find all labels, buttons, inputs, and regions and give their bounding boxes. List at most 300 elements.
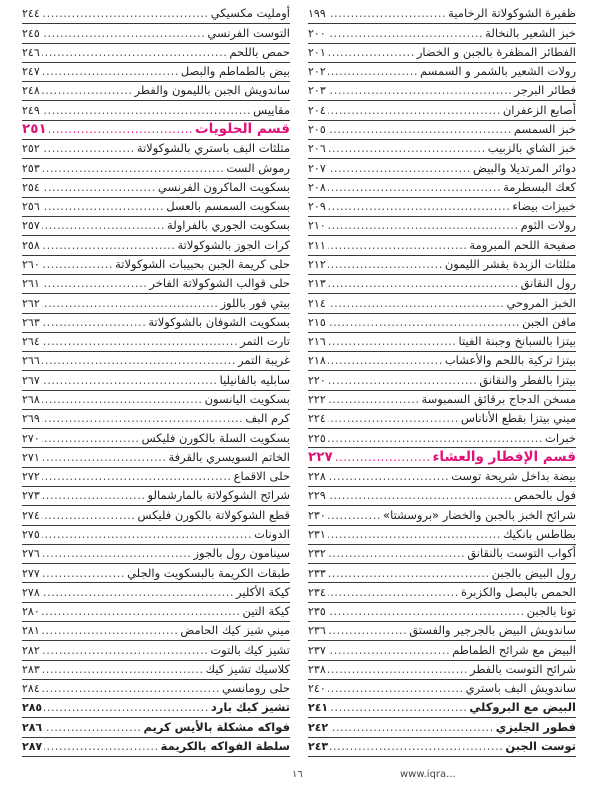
- toc-column-left: [22, 5, 290, 757]
- toc-entry[interactable]: [22, 256, 290, 275]
- entry-page-number: ٢٣٦: [308, 624, 326, 638]
- toc-entry[interactable]: [22, 333, 290, 352]
- entry-title: بيتزا بالفطر والنقانق: [479, 372, 576, 387]
- dot-leader: [49, 121, 193, 140]
- toc-entry[interactable]: [308, 256, 576, 275]
- entry-title: بيض بالطماطم والبصل: [180, 64, 290, 79]
- entry-page-number: ٢٠٤: [308, 103, 326, 117]
- dot-leader: [328, 198, 511, 217]
- dot-leader: [328, 583, 459, 602]
- dot-leader: [328, 44, 415, 63]
- toc-entry[interactable]: [308, 159, 576, 178]
- entry-page-number: ٢٤١: [308, 701, 329, 715]
- entry-title: بيضة بداخل شريحة توست: [451, 469, 576, 484]
- entry-title: مسخن الدجاج برقائق السمبوسة: [421, 391, 576, 406]
- entry-page-number: ٢١٥: [308, 315, 326, 329]
- entry-title: أكواب التوست بالنقانق: [467, 546, 576, 561]
- toc-entry[interactable]: [22, 314, 290, 333]
- entry-title: كلاسيك تشيز كيك: [205, 661, 290, 676]
- toc-entry[interactable]: [22, 5, 290, 24]
- dot-leader: [328, 256, 443, 275]
- toc-entry[interactable]: [22, 603, 290, 622]
- toc-entry[interactable]: [308, 352, 576, 371]
- dot-leader: [330, 699, 467, 718]
- toc-entry[interactable]: [308, 217, 576, 236]
- dot-leader: [328, 506, 381, 525]
- entry-title: بسكويت الماكرون الفرنسي: [157, 179, 290, 194]
- entry-title: بيتي فور باللوز: [220, 295, 290, 310]
- entry-page-number: ٢١١: [308, 238, 326, 252]
- dot-leader: [42, 5, 209, 24]
- entry-title: حلى كريمة الجبن بحبيبات الشوكولاتة: [115, 257, 290, 271]
- toc-entry[interactable]: [308, 603, 576, 622]
- toc-entry[interactable]: [22, 371, 290, 390]
- entry-title: بيتزا بالسبانخ وجبنة الفيتا: [458, 334, 576, 349]
- entry-page-number: ٢٤٩: [22, 103, 40, 117]
- dot-leader: [328, 159, 471, 178]
- entry-title: طبقات الكريمة بالبسكويت والجلي: [127, 565, 290, 580]
- entry-title: ساندويش البيض بالجرجير والفستق: [409, 623, 576, 638]
- entry-page-number: ٢٥٧: [22, 219, 40, 233]
- entry-page-number: ٢٤٤: [22, 7, 40, 21]
- entry-page-number: ٢١٠: [308, 219, 326, 233]
- dot-leader: [42, 352, 236, 371]
- entry-title: كرات الجوز بالشوكولاتة: [177, 237, 290, 252]
- dot-leader: [328, 487, 512, 506]
- entry-page-number: ٢٨٠: [22, 605, 40, 619]
- toc-entry[interactable]: [308, 545, 576, 564]
- entry-page-number: ١٩٩: [308, 7, 326, 21]
- toc-entry[interactable]: [308, 140, 576, 159]
- dot-leader: [328, 236, 468, 255]
- toc-entry[interactable]: [22, 410, 290, 429]
- toc-entry[interactable]: [308, 526, 576, 545]
- entry-page-number: ٢٠٥: [308, 123, 326, 137]
- dot-leader: [42, 564, 125, 583]
- entry-title: تشيز كيك بالتوت: [210, 642, 290, 657]
- toc-entry[interactable]: [308, 487, 576, 506]
- entry-page-number: ٢٣١: [308, 527, 326, 541]
- toc-entry[interactable]: [308, 294, 576, 313]
- entry-page-number: ٢٤٦: [22, 45, 40, 59]
- toc-entry[interactable]: [22, 352, 290, 371]
- entry-page-number: ٢٦٩: [22, 412, 40, 426]
- entry-title: قسم الإفطار والعشاء: [432, 448, 576, 465]
- entry-title: مقاييس: [253, 102, 290, 117]
- entry-page-number: ٢٤٢: [308, 720, 329, 734]
- dot-leader: [328, 371, 478, 390]
- entry-page-number: ٢٠٠: [308, 26, 326, 40]
- toc-entry[interactable]: [308, 680, 576, 699]
- entry-page-number: ٢٨٥: [22, 701, 43, 715]
- entry-title: بسكويت اليانسون: [204, 391, 290, 406]
- entry-page-number: ٢٧٥: [22, 527, 40, 541]
- toc-entry[interactable]: [22, 526, 290, 545]
- dot-leader: [42, 487, 146, 506]
- toc-entry[interactable]: [308, 82, 576, 101]
- dot-leader: [328, 5, 446, 24]
- toc-entry[interactable]: [22, 275, 290, 294]
- dot-leader: [328, 121, 512, 140]
- toc-entry[interactable]: [22, 179, 290, 198]
- entry-title: دوائر المرتديلا والبيض: [472, 160, 576, 175]
- entry-page-number: ٢٤٧: [22, 65, 40, 79]
- entry-title: مثلثات الزبدة بقشر الليمون: [444, 257, 576, 271]
- entry-title: سينامون رول بالجوز: [193, 546, 290, 561]
- entry-page-number: ٢٥٣: [22, 161, 40, 175]
- toc-entry[interactable]: [22, 391, 290, 410]
- dot-leader: [328, 622, 407, 641]
- dot-leader: [328, 603, 525, 622]
- toc-entry[interactable]: [22, 699, 290, 718]
- toc-entry[interactable]: [308, 275, 576, 294]
- toc-entry[interactable]: [22, 236, 290, 255]
- dot-leader: [328, 333, 457, 352]
- dot-leader: [328, 468, 449, 487]
- entry-title: سلطة الفواكه بالكريمة: [160, 739, 290, 754]
- section-heading[interactable]: [22, 121, 290, 140]
- dot-leader: [42, 622, 179, 641]
- dot-leader: [42, 314, 147, 333]
- dot-leader: [328, 294, 505, 313]
- page-number: ١٦: [292, 769, 303, 780]
- dot-leader: [328, 82, 513, 101]
- entry-title: ظفيرة الشوكولاتة الرخامية: [448, 6, 576, 21]
- toc-entry[interactable]: [22, 506, 290, 525]
- entry-page-number: ٢٨١: [22, 624, 40, 638]
- entry-title: تونا بالجبن: [526, 604, 576, 619]
- page-footer: [0, 765, 598, 787]
- dot-leader: [328, 680, 464, 699]
- dot-leader: [335, 448, 431, 467]
- entry-page-number: ٢١٣: [308, 277, 326, 291]
- toc-entry[interactable]: [22, 294, 290, 313]
- entry-page-number: ٢١٢: [308, 258, 326, 271]
- toc-entry[interactable]: [22, 680, 290, 699]
- dot-leader: [44, 699, 209, 718]
- entry-page-number: ٢٠٢: [308, 65, 326, 79]
- entry-title: الدونات: [254, 526, 290, 541]
- entry-title: الفطائر المظفرة بالجبن و الخضار: [416, 44, 576, 59]
- dot-leader: [42, 275, 148, 294]
- entry-title: أومليت مكسيكي: [210, 6, 290, 21]
- dot-leader: [42, 294, 219, 313]
- toc-entry[interactable]: [308, 506, 576, 525]
- entry-title: شرائح الشوكولاتة بالمارشمالو: [147, 488, 290, 503]
- entry-title: ميني بيتزا بقطع الأناناس: [460, 411, 576, 426]
- dot-leader: [44, 738, 159, 757]
- toc-entry[interactable]: [308, 564, 576, 583]
- entry-title: بسكويت الشوفان بالشوكولاتة: [148, 314, 290, 329]
- toc-entry[interactable]: [308, 429, 576, 448]
- entry-page-number: ٢٨٣: [22, 662, 40, 676]
- toc-entry[interactable]: [308, 661, 576, 680]
- entry-page-number: ٢٣٤: [308, 585, 326, 599]
- toc-entry[interactable]: [308, 410, 576, 429]
- toc-entry[interactable]: [308, 391, 576, 410]
- dot-leader: [42, 333, 238, 352]
- entry-page-number: ٢٧٧: [22, 566, 40, 580]
- entry-title: سابليه بالفانيليا: [219, 372, 290, 387]
- dot-leader: [42, 371, 218, 390]
- entry-page-number: ٢٨٧: [22, 740, 43, 754]
- entry-page-number: ٢٦٢: [22, 296, 40, 310]
- entry-page-number: ٢٦٨: [22, 392, 40, 406]
- toc-entry[interactable]: [308, 198, 576, 217]
- dot-leader: [42, 198, 164, 217]
- entry-page-number: ٢٨٢: [22, 643, 40, 657]
- toc-entry[interactable]: [22, 738, 290, 757]
- toc-entry[interactable]: [308, 468, 576, 487]
- entry-page-number: ٢٣٣: [308, 566, 326, 580]
- entry-title: خبز الشعير بالنخالة: [485, 25, 576, 40]
- toc-entry[interactable]: [308, 101, 576, 120]
- toc-entry[interactable]: [22, 564, 290, 583]
- dot-leader: [42, 236, 176, 255]
- dot-leader: [328, 352, 443, 371]
- dot-leader: [42, 603, 241, 622]
- entry-page-number: ٢٤٨: [22, 84, 40, 98]
- toc-entry[interactable]: [22, 217, 290, 236]
- entry-page-number: ٢٨٤: [22, 682, 40, 696]
- entry-page-number: ٢٢٧: [308, 448, 333, 465]
- dot-leader: [42, 256, 113, 275]
- dot-leader: [42, 217, 165, 236]
- entry-page-number: ٢٦٦: [22, 354, 40, 368]
- entry-page-number: ٢٧٠: [22, 431, 40, 445]
- dot-leader: [42, 545, 192, 564]
- dot-leader: [328, 314, 520, 333]
- entry-page-number: ٢٨٦: [22, 720, 43, 734]
- entry-title: فواكه مشكلة بالأيس كريم: [143, 719, 290, 734]
- dot-leader: [328, 564, 490, 583]
- dot-leader: [328, 526, 501, 545]
- entry-page-number: ٢٣٧: [308, 643, 326, 657]
- entry-page-number: ٢٠٨: [308, 180, 326, 194]
- entry-page-number: ٢٥٨: [22, 238, 40, 252]
- toc-entry[interactable]: [22, 63, 290, 82]
- entry-title: أصابع الزعفران: [502, 102, 576, 117]
- dot-leader: [42, 468, 232, 487]
- entry-title: حلى رومانسي: [222, 681, 290, 696]
- entry-title: الحمص بالبصل والكزبرة: [460, 584, 576, 599]
- entry-title: الخاتم السويسري بالقرفة: [168, 449, 290, 464]
- dot-leader: [42, 661, 204, 680]
- entry-page-number: ٢١٤: [308, 296, 326, 310]
- toc-entry[interactable]: [308, 738, 576, 757]
- entry-title: الخبز المروحي: [506, 295, 576, 310]
- toc-entry[interactable]: [22, 198, 290, 217]
- toc-entry[interactable]: [22, 448, 290, 467]
- dot-leader: [328, 140, 486, 159]
- dot-leader: [42, 526, 252, 545]
- dot-leader: [42, 101, 251, 120]
- entry-page-number: ٢٤٥: [22, 26, 40, 40]
- entry-page-number: ٢٠٣: [308, 84, 326, 98]
- dot-leader: [42, 82, 133, 101]
- dot-leader: [328, 217, 519, 236]
- entry-title: البيض مع البروكلي: [469, 700, 576, 715]
- entry-title: رول البيض بالجبن: [491, 565, 576, 580]
- toc-entry[interactable]: [22, 140, 290, 159]
- toc-entry[interactable]: [308, 5, 576, 24]
- entry-page-number: ٢٢٨: [308, 470, 326, 484]
- toc-entry[interactable]: [308, 179, 576, 198]
- dot-leader: [42, 159, 225, 178]
- dot-leader: [42, 391, 203, 410]
- entry-title: رموش الست: [226, 160, 290, 175]
- entry-page-number: ٢٥٤: [22, 180, 40, 194]
- dot-leader: [42, 583, 234, 602]
- toc-entry[interactable]: [22, 468, 290, 487]
- toc-entry[interactable]: [22, 429, 290, 448]
- dot-leader: [42, 506, 136, 525]
- entry-page-number: ٢٦٠: [22, 258, 40, 271]
- toc-entry[interactable]: [308, 583, 576, 602]
- entry-page-number: ٢٧٨: [22, 585, 40, 599]
- footer-url: www.iqra...: [400, 769, 456, 780]
- entry-title: بسكويت السمسم بالعسل: [166, 199, 290, 214]
- toc-entry[interactable]: [22, 661, 290, 680]
- entry-title: كعك البسطرمة: [503, 179, 576, 194]
- dot-leader: [328, 641, 450, 660]
- dot-leader: [328, 410, 459, 429]
- entry-title: بيتزا تركية باللحم والأعشاب: [444, 353, 576, 368]
- toc-column-right: [308, 5, 576, 757]
- entry-page-number: ٢١٨: [308, 354, 326, 368]
- toc-entry[interactable]: [308, 371, 576, 390]
- entry-page-number: ٢٠٦: [308, 142, 326, 156]
- dot-leader: [328, 63, 418, 82]
- entry-page-number: ٢٧٢: [22, 470, 40, 484]
- entry-title: مثلثات البف باستري بالشوكولاتة: [136, 141, 290, 156]
- toc-entry[interactable]: [308, 63, 576, 82]
- entry-page-number: ٢٣٢: [308, 547, 326, 561]
- entry-title: حلى قوالب الشوكولاتة الفاخر: [149, 276, 290, 291]
- entry-title: رول النقانق: [520, 276, 576, 291]
- entry-page-number: ٢٣٠: [308, 508, 326, 522]
- toc-entry[interactable]: [308, 314, 576, 333]
- entry-page-number: ٢٤٣: [308, 740, 329, 754]
- entry-title: توست الجبن: [505, 739, 576, 754]
- entry-page-number: ٢٢٩: [308, 489, 326, 503]
- toc-entry[interactable]: [22, 718, 290, 737]
- toc-entry[interactable]: [308, 121, 576, 140]
- entry-title: خبز الشاي بالزبيب: [487, 141, 576, 156]
- entry-title: غريبة التمر: [237, 353, 290, 368]
- entry-title: ساندويش البف باستري: [465, 681, 576, 696]
- dot-leader: [42, 448, 167, 467]
- entry-title: رولات الشعير بالشمر و السمسم: [420, 64, 576, 79]
- entry-page-number: ٢٥١: [22, 121, 47, 138]
- entry-title: قسم الحلويات: [195, 121, 290, 138]
- toc-entry[interactable]: [308, 24, 576, 43]
- dot-leader: [42, 680, 220, 699]
- toc-entry[interactable]: [22, 82, 290, 101]
- toc-entry[interactable]: [22, 641, 290, 660]
- entry-title: خبز السمسم: [513, 122, 576, 137]
- entry-title: حمص باللحم: [229, 44, 290, 59]
- entry-page-number: ٢٦٧: [22, 373, 40, 387]
- dot-leader: [328, 24, 483, 43]
- toc-entry[interactable]: [308, 641, 576, 660]
- entry-title: صفيحة اللحم المبرومة: [469, 237, 576, 252]
- dot-leader: [42, 429, 140, 448]
- entry-title: بطاطس بانكيك: [502, 526, 576, 541]
- entry-page-number: ٢٧٣: [22, 489, 40, 503]
- dot-leader: [328, 179, 501, 198]
- entry-page-number: ٢٢٥: [308, 431, 326, 445]
- toc-entry[interactable]: [22, 44, 290, 63]
- toc-entry[interactable]: [308, 44, 576, 63]
- dot-leader: [328, 275, 519, 294]
- dot-leader: [330, 718, 494, 737]
- toc-entry[interactable]: [22, 487, 290, 506]
- dot-leader: [42, 140, 135, 159]
- entry-title: كيكة التين: [242, 604, 290, 619]
- toc-entry[interactable]: [308, 236, 576, 255]
- entry-page-number: ٢٠١: [308, 45, 326, 59]
- toc-entry[interactable]: [308, 718, 576, 737]
- entry-page-number: ٢٦١: [22, 277, 40, 291]
- entry-title: البيض مع شرائح الطماطم: [452, 642, 576, 657]
- toc-columns: [22, 5, 576, 757]
- entry-page-number: ٢٢٤: [308, 412, 326, 426]
- toc-entry[interactable]: [308, 333, 576, 352]
- dot-leader: [42, 44, 228, 63]
- section-heading[interactable]: [308, 448, 576, 467]
- entry-title: ميني شيز كيك الحامض: [180, 623, 290, 638]
- entry-title: رولات الثوم: [520, 218, 576, 233]
- entry-page-number: ٢٠٩: [308, 200, 326, 214]
- dot-leader: [44, 718, 141, 737]
- entry-title: بسكويت الجوري بالفراولة: [167, 218, 290, 233]
- toc-entry[interactable]: [22, 545, 290, 564]
- dot-leader: [42, 410, 244, 429]
- toc-entry[interactable]: [22, 24, 290, 43]
- entry-title: شرائح التوست بالفطر: [470, 661, 576, 676]
- entry-title: مافن الجبن: [522, 314, 576, 329]
- entry-title: تارت التمر: [240, 334, 290, 349]
- entry-page-number: ٢٦٣: [22, 315, 40, 329]
- entry-title: تشيز كيك بارد: [210, 700, 290, 715]
- toc-entry[interactable]: [22, 159, 290, 178]
- dot-leader: [328, 661, 468, 680]
- dot-leader: [330, 738, 503, 757]
- entry-title: فول بالحمص: [514, 488, 576, 503]
- entry-page-number: ٢٠٧: [308, 161, 326, 175]
- toc-entry[interactable]: [22, 622, 290, 641]
- dot-leader: [42, 641, 209, 660]
- toc-entry[interactable]: [308, 622, 576, 641]
- entry-title: قطع الشوكولاتة بالكورن فليكس: [137, 507, 290, 522]
- entry-page-number: ٢٥٦: [22, 200, 40, 214]
- entry-title: بسكويت السلة بالكورن فليكس: [141, 430, 290, 445]
- toc-entry[interactable]: [22, 583, 290, 602]
- toc-entry[interactable]: [22, 101, 290, 120]
- dot-leader: [328, 429, 543, 448]
- entry-page-number: ٢١٦: [308, 335, 326, 349]
- toc-entry[interactable]: [308, 699, 576, 718]
- entry-page-number: ٢٧٦: [22, 547, 40, 561]
- entry-page-number: ٢٣٨: [308, 662, 326, 676]
- entry-page-number: ٢٢٠: [308, 373, 326, 387]
- entry-title: خبيزات بيضاء: [512, 199, 576, 214]
- dot-leader: [328, 391, 420, 410]
- dot-leader: [328, 545, 465, 564]
- entry-page-number: ٢٢٢: [308, 392, 326, 406]
- entry-page-number: ٢٥٢: [22, 142, 40, 156]
